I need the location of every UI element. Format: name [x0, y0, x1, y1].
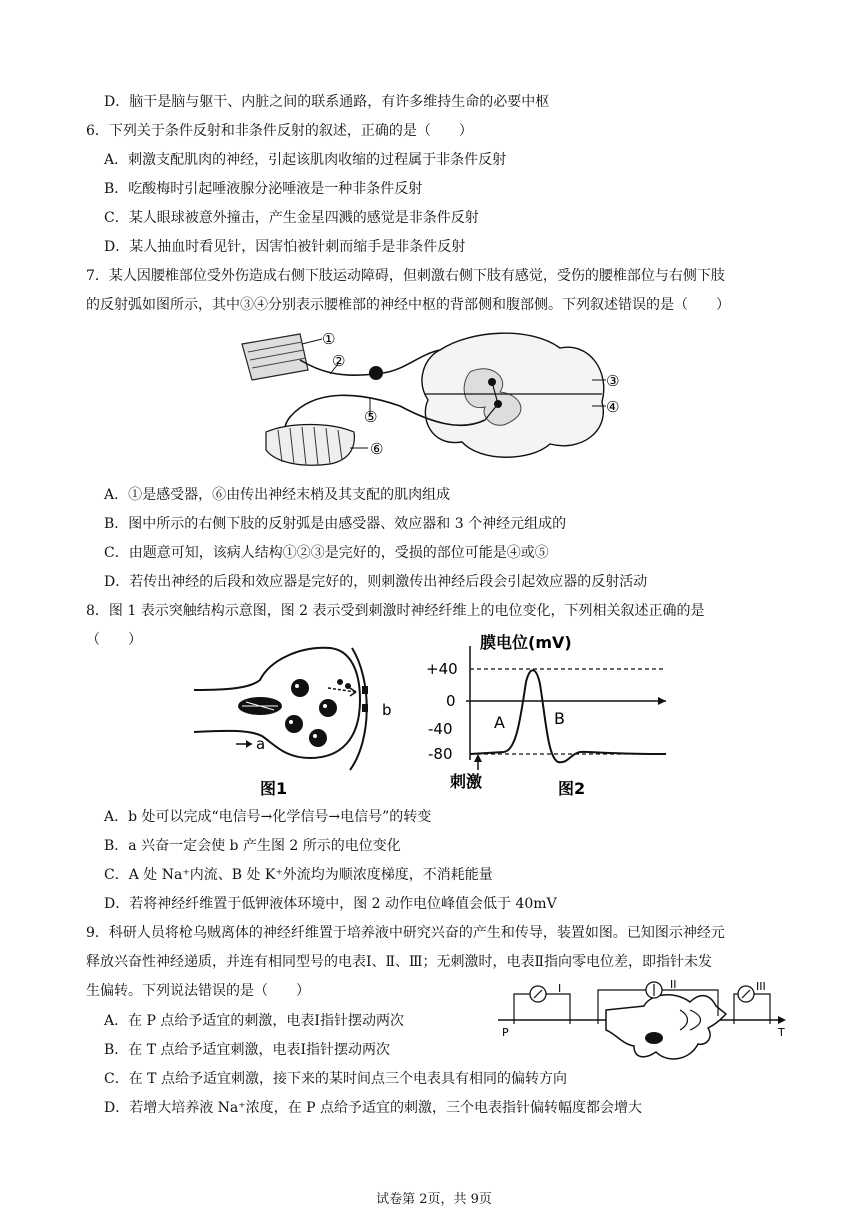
- tick-plus40: +40: [426, 660, 458, 678]
- tick-minus80: -80: [428, 745, 453, 763]
- q7-option-a: A．①是感受器，⑥由传出神经末梢及其支配的肌肉组成: [104, 487, 451, 503]
- q8-option-b: B．a 兴奋一定会使 b 产生图 2 所示的电位变化: [104, 838, 401, 854]
- label-2: ②: [332, 352, 346, 370]
- page-footer: 试卷第 2页，共 9页: [376, 1192, 492, 1207]
- q7-stem-line2: 的反射弧如图所示，其中③④分别表示腰椎部的神经中枢的背部侧和腹部侧。下列叙述错误的是（ ）: [86, 297, 730, 313]
- q7-option-b: B．图中所示的右侧下肢的反射弧是由感受器、效应器和 3 个神经元组成的: [104, 516, 567, 532]
- q7-stem-line1: 7．某人因腰椎部位受外伤造成右侧下肢运动障碍，但刺激右侧下肢有感觉，受伤的腰椎部位与右侧下肢: [86, 268, 725, 284]
- ganglion-dot: [369, 366, 383, 380]
- q6-option-b: B．吃酸梅时引起唾液腺分泌唾液是一种非条件反射: [104, 181, 423, 197]
- tick-minus40: -40: [428, 720, 453, 738]
- q7-option-c: C．由题意可知，该病人结构①②③是完好的，受损的部位可能是④或⑤: [104, 545, 549, 561]
- q7-option-d: D．若传出神经的后段和效应器是完好的，则刺激传出神经后段会引起效应器的反射活动: [104, 574, 648, 590]
- point-T-label: T: [778, 1026, 785, 1039]
- membrane-potential-figure: [420, 632, 680, 804]
- q8-stem-line1: 8．图 1 表示突触结构示意图，图 2 表示受到刺激时神经纤维上的电位变化，下列相关叙述正确的是: [86, 603, 705, 619]
- phase-A-label: A: [494, 713, 505, 732]
- q9-option-d: D．若增大培养液 Na⁺浓度，在 P 点给予适宜的刺激，三个电表指针偏转幅度都会增大: [104, 1100, 642, 1116]
- q6-option-a: A．刺激支配肌肉的神经，引起该肌肉收缩的过程属于非条件反射: [104, 152, 507, 168]
- tick-zero: 0: [446, 692, 456, 710]
- q6-option-c: C．某人眼球被意外撞击，产生金星四溅的感觉是非条件反射: [104, 210, 479, 226]
- label-4: ④: [606, 398, 620, 416]
- q8-option-a: A．b 处可以完成“电信号→化学信号→电信号”的转变: [104, 809, 432, 825]
- synapse-figure: [190, 640, 420, 800]
- label-1: ①: [322, 330, 336, 348]
- fig1-label-a: a: [256, 735, 266, 753]
- q9-option-b: B．在 T 点给予适宜刺激，电表Ⅰ指针摆动两次: [104, 1042, 391, 1058]
- fig1-caption: 图1: [260, 779, 288, 798]
- reflex-arc-figure: [230, 322, 640, 472]
- meter-I-label: I: [558, 982, 562, 995]
- fig2-caption: 图2: [558, 779, 586, 798]
- point-P-label: P: [502, 1026, 509, 1039]
- q8-option-c: C．A 处 Na⁺内流、B 处 K⁺外流均为顺浓度梯度，不消耗能量: [104, 867, 493, 883]
- meter-III-label: III: [756, 980, 766, 993]
- q6-option-d: D．某人抽血时看见针，因害怕被针刺而缩手是非条件反射: [104, 239, 466, 255]
- label-3: ③: [606, 372, 620, 390]
- q8-option-d: D．若将神经纤维置于低钾液体环境中，图 2 动作电位峰值会低于 40mV: [104, 896, 557, 912]
- spinal-cord: [422, 333, 604, 457]
- meter-II-label: II: [670, 980, 677, 991]
- q5-option-d: D．脑干是脑与躯干、内脏之间的联系通路，有许多维持生命的必要中枢: [104, 94, 550, 110]
- muscle-effector: [266, 425, 354, 466]
- galvanometer-setup-figure: [494, 980, 794, 1070]
- stimulus-label: 刺激: [450, 772, 483, 791]
- q6-stem: 6．下列关于条件反射和非条件反射的叙述，正确的是（ ）: [86, 123, 473, 139]
- phase-B-label: B: [554, 709, 565, 728]
- q9-stem-line1: 9．科研人员将枪乌贼离体的神经纤维置于培养液中研究兴奋的产生和传导，装置如图。已知图示神经元: [86, 925, 725, 941]
- fig2-ylabel: 膜电位(mV): [480, 633, 572, 652]
- receptor-skin: [242, 334, 308, 380]
- q9-option-c: C．在 T 点给予适宜刺激，接下来的某时间点三个电表具有相同的偏转方向: [104, 1071, 567, 1087]
- label-5: ⑤: [364, 408, 378, 426]
- q9-stem-line3: 生偏转。下列说法错误的是（ ）: [86, 983, 310, 999]
- label-6: ⑥: [370, 440, 384, 458]
- q9-stem-line2: 释放兴奋性神经递质，并连有相同型号的电表Ⅰ、Ⅱ、Ⅲ；无刺激时，电表Ⅱ指向零电位差，即指针未发: [86, 954, 713, 970]
- q8-stem-line2: （ ）: [86, 632, 142, 648]
- fig1-label-b: b: [382, 701, 392, 719]
- q9-option-a: A．在 P 点给予适宜的刺激，电表Ⅰ指针摆动两次: [104, 1013, 404, 1029]
